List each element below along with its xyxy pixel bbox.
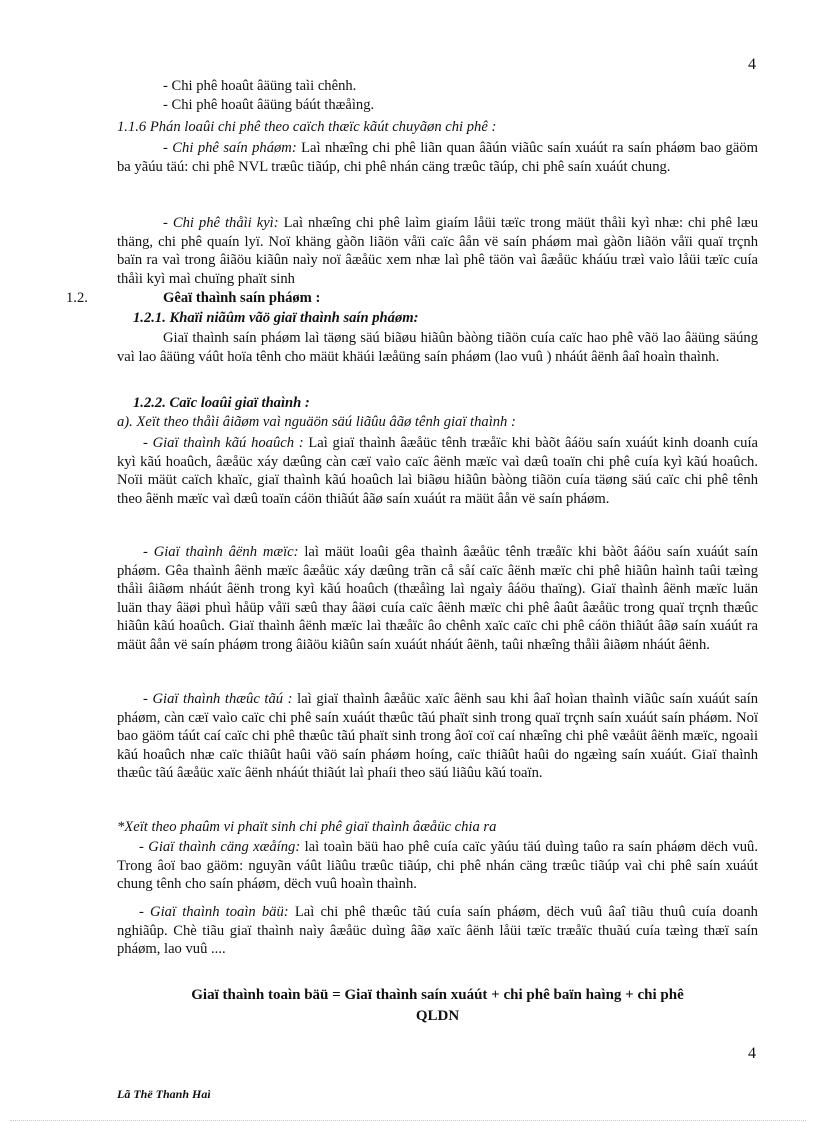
paragraph-standard-price-text: laì mäüt loaûi gêa thaình âæåüc tênh træåïc khi bàõt âáöu saín xuáút saín pháøm. Gêa thaình âënh mæïc âæåüc xáy dæûng trãn cå såí caïc âënh mæïc chi phê hiãûn haình taûi tæìng thåìi âiãøm nháút âënh trong kyì kãú hoaûch (thæåìng laì ngaìy âáöu thaïng). Giaï thaình âënh mæïc luän luän thay âäøi phuì håüp våïi sæû thay âäøi cuía caïc âënh mæïc chi phê âaût âæåüc trong quaï trçnh thæûc hiãûn kãú hoaûch. Giaï thaình âënh mæïc laì thæåïc âo chênh xaïc caïc chi phê cáön thiãút âãø saín xuáút ra mäüt âån vë saín pháøm trong âiãöu kiãûn saín xuáút nháút âënh, taûi nhæîng thåìi âiãøm nháút âënh. xyxy=(117,544,759,653)
paragraph-planned-price-text: Laì giaï thaình âæåüc tênh træåïc khi bàõt âáöu saín xuáút kinh doanh cuía kyì kãú hoaûch, âæåüc xáy dæûng càn cæï vaìo caïc âënh mæïc vaì dæû toaïn chi phê cuía kyì kãú hoaûch. Noïi mäüt caïch khaïc, giaï thaình kãú hoaûch laì biãøu hiãûn bàòng tiãön cuía täøng säú caïc chi phê tênh theo âënh mæïc vaì dæû toaïn cáön thiãút âãø saín xuáút ra mäüt âån vë saín pháøm. xyxy=(117,435,758,507)
page-number-bottom: 4 xyxy=(748,1045,756,1062)
paragraph-full-price-text: Laì chi phê thæûc tãú cuía saín pháøm, dëch vuû âaî tiãu thuû cuía doanh nghiãûp. Chè tiãu giaï thaình naìy âæåüc duìng âãø xaïc âënh låüi tæïc træåïc thuãú cuía tæìng thæï saín pháøm, lao vuû .... xyxy=(117,904,758,957)
paragraph-period-cost-label: - Chi phê thåìi kyì: xyxy=(163,215,279,231)
subheading-b: *Xeït theo phaûm vi phaït sinh chi phê giaï thaình âæåüc chia ra xyxy=(117,819,497,835)
page-separator xyxy=(10,1120,806,1121)
footer-author: Lã Thë Thanh Haì xyxy=(117,1087,211,1101)
paragraph-product-cost-label: - Chi phê saín pháøm: xyxy=(163,140,297,156)
paragraph-standard-price xyxy=(117,543,758,654)
paragraph-factory-price-text: laì toaìn bäü hao phê cuía caïc yãúu täú duìng taûo ra saín pháøm dëch vuû. Trong âoï bao gäöm: nguyãn váût liãûu træûc tiãúp, chi phê nhán cäng træûc tiãúp vaì chi phê saín xuáút chung tênh cho saín pháøm, dëch vuû hoaìn thaình. xyxy=(117,839,758,892)
paragraph-product-price-definition: Giaï thaình saín pháøm laì täøng säú biãøu hiãûn bàòng tiãön cuía caïc hao phê vãö lao âäüng säúng vaì lao âäüng váût hoïa tênh cho mäüt khäúi læåüng saín pháøm (lao vuû ) nháút âënh âaî hoaìn thaình. xyxy=(117,330,758,365)
paragraph-product-cost xyxy=(117,139,758,176)
paragraph-factory-price-label: - Giaï thaình cäng xæåíng: xyxy=(139,839,301,855)
list-item-abnormal-cost: - Chi phê hoaût âäüng báút thæåìng. xyxy=(163,97,375,113)
paragraph-full-price-label: - Giaï thaình toaìn bäü: xyxy=(139,904,289,920)
paragraph-factory-price xyxy=(117,838,758,894)
paragraph-actual-price xyxy=(117,690,758,783)
paragraph-standard-price-label: - Giaï thaình âënh mæïc: xyxy=(143,544,299,560)
paragraph-full-price xyxy=(117,903,758,959)
formula xyxy=(117,985,758,1027)
formula-line-2: QLDN xyxy=(415,1008,460,1024)
paragraph-period-cost xyxy=(117,214,758,288)
paragraph-actual-price-label: - Giaï thaình thæûc tãú : xyxy=(143,691,293,707)
page-number-top: 4 xyxy=(748,56,756,73)
heading-1-2-2: 1.2.2. Caïc loaûi giaï thaình : xyxy=(133,395,310,411)
subheading-a: a). Xeït theo thåìi âiãøm vaì nguäön säú liãûu âãø tênh giaï thaình : xyxy=(117,414,516,430)
formula-line-1: Giaï thaình toaìn bäü = Giaï thaình saín xuáút + chi phê baïn haìng + chi phê xyxy=(191,987,684,1003)
paragraph-product-cost-text: Laì nhæîng chi phê liãn quan âãún viãûc saín xuáút ra saín pháøm bao gäöm ba yãúu täú: chi phê NVL træûc tiãúp, chi phê nhán cäng træûc tãúp, chi phê saín xuáút chung. xyxy=(117,140,758,175)
heading-1-2-1: 1.2.1. Khaïi niãûm vãö giaï thaình saín pháøm: xyxy=(133,310,419,326)
paragraph-planned-price-label: - Giaï thaình kãú hoaûch : xyxy=(143,435,304,451)
paragraph-actual-price-text: laì giaï thaình âæåüc xaïc âënh sau khi âaî hoìan thaình viãûc saín xuáút saín pháøm, càn cæï vaìo caïc chi phê saín xuáút thæûc tãú phaït sinh trong quaï trçnh saín xuáút saín pháøm. Noï bao gäöm táút caí caïc chi phê thæûc tãú phaït sinh trong âoï coï caí nhæîng chi phê væåüt âënh mæïc, ngoaìi kãú hoaûch nhæ caïc thiãût haûi vãö saín pháøm hoíng, caïc thiãût haûi do ngæìng saín xuáút. Giaï thaình thæûc tãú âæåüc xaïc âënh nháút thiãút laì phaíi theo säú liãûu kãú toaïn. xyxy=(117,691,759,781)
paragraph-planned-price xyxy=(117,434,758,508)
paragraph-period-cost-text: Laì nhæîng chi phê laìm giaím låüi tæïc trong mäüt thåìi kyì nhæ: chi phê læu thäng, chi phê quaín lyï. Noï khäng gàõn liãön våïi caïc âån vë saín pháøm maì gàõn liãön våïi quaï trçnh baïn ra vaì trong âiãöu kiãûn naìy noï âæåüc xem nhæ laì phê täön vaì âæåüc kháúu træì vaìo låüi tæïc cuía thåìi kyì maì chuïng phaït sinh xyxy=(117,215,758,287)
section-1-2-number: 1.2. xyxy=(66,290,88,306)
section-1-2-title: Gêaï thaình saín pháøm : xyxy=(163,290,321,306)
heading-1-1-6: 1.1.6 Phán loaûi chi phê theo caïch thæïc kãút chuyãøn chi phê : xyxy=(117,119,497,135)
list-item-finance-cost: - Chi phê hoaût âäüng taìi chênh. xyxy=(163,78,357,94)
